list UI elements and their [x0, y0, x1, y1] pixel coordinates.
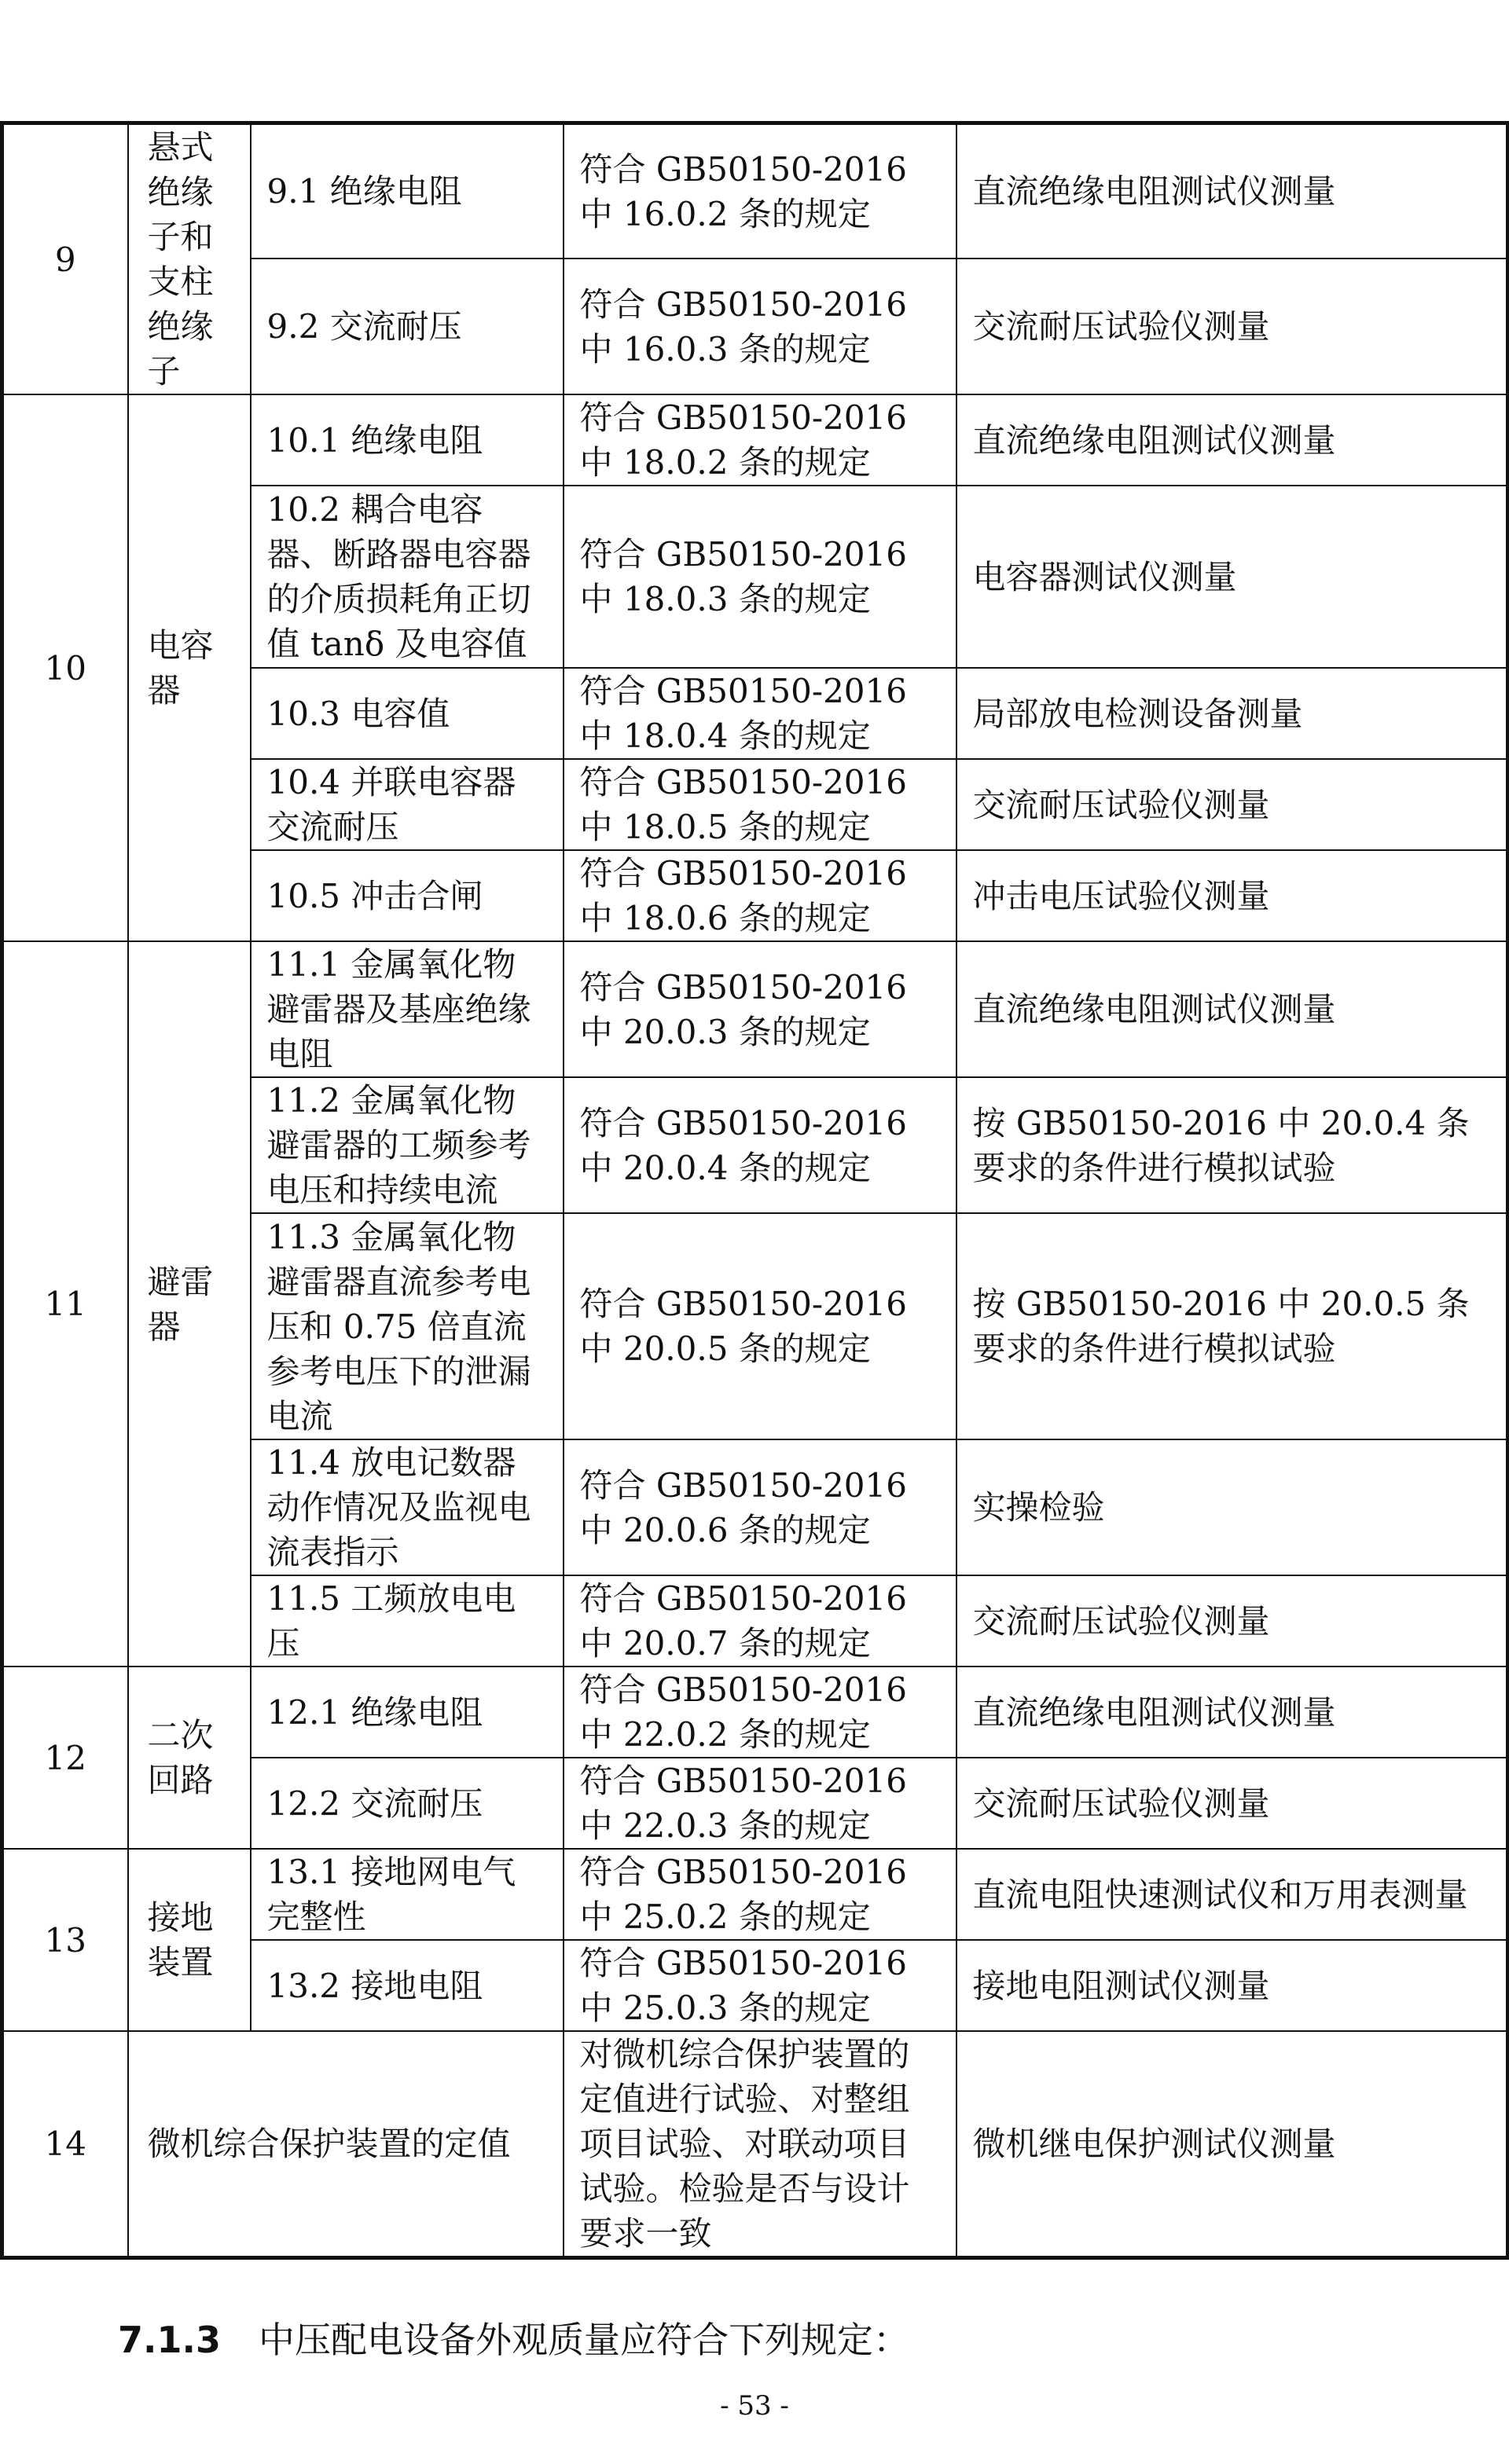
test-item: 12.2 交流耐压 — [251, 1758, 564, 1849]
method: 按 GB50150-2016 中 20.0.5 条要求的条件进行模拟试验 — [956, 1213, 1508, 1439]
method: 直流电阻快速测试仪和万用表测量 — [956, 1849, 1508, 1940]
standard: 符合 GB50150-2016 中 20.0.4 条的规定 — [564, 1077, 956, 1213]
standard: 符合 GB50150-2016 中 25.0.2 条的规定 — [564, 1849, 956, 1940]
inspection-table — [0, 121, 1509, 2260]
test-item: 11.1 金属氧化物避雷器及基座绝缘电阻 — [251, 941, 564, 1077]
standard: 符合 GB50150-2016 中 18.0.2 条的规定 — [564, 394, 956, 486]
test-item: 9.1 绝缘电阻 — [251, 123, 564, 259]
test-object: 电容器 — [128, 394, 251, 941]
test-item: 10.3 电容值 — [251, 668, 564, 759]
standard: 符合 GB50150-2016 中 16.0.3 条的规定 — [564, 258, 956, 394]
method: 按 GB50150-2016 中 20.0.4 条要求的条件进行模拟试验 — [956, 1077, 1508, 1213]
table-row — [2, 2031, 1508, 2258]
method: 直流绝缘电阻测试仪测量 — [956, 123, 1508, 259]
standard: 对微机综合保护装置的定值进行试验、对整组项目试验、对联动项目试验。检验是否与设计要求一致 — [564, 2031, 956, 2258]
method: 交流耐压试验仪测量 — [956, 258, 1508, 394]
method: 电容器测试仪测量 — [956, 486, 1508, 668]
table-row — [2, 941, 1508, 1077]
test-item: 11.4 放电记数器动作情况及监视电流表指示 — [251, 1439, 564, 1575]
section-heading — [118, 2316, 909, 2363]
test-object: 悬式绝缘子和支柱绝缘子 — [128, 123, 251, 395]
row-number: 12 — [2, 1666, 128, 1849]
test-object: 接地装置 — [128, 1849, 251, 2031]
row-number: 10 — [2, 394, 128, 941]
standard: 符合 GB50150-2016 中 18.0.5 条的规定 — [564, 759, 956, 850]
method: 微机继电保护测试仪测量 — [956, 2031, 1508, 2258]
test-object: 微机综合保护装置的定值 — [128, 2031, 564, 2258]
method: 交流耐压试验仪测量 — [956, 759, 1508, 850]
row-number: 14 — [2, 2031, 128, 2258]
test-object: 避雷器 — [128, 941, 251, 1666]
test-item: 12.1 绝缘电阻 — [251, 1666, 564, 1758]
row-number: 11 — [2, 941, 128, 1666]
test-item: 10.4 并联电容器交流耐压 — [251, 759, 564, 850]
standard: 符合 GB50150-2016 中 18.0.3 条的规定 — [564, 486, 956, 668]
standard: 符合 GB50150-2016 中 20.0.6 条的规定 — [564, 1439, 956, 1575]
method: 直流绝缘电阻测试仪测量 — [956, 394, 1508, 486]
test-item: 11.5 工频放电电压 — [251, 1575, 564, 1666]
test-object: 二次回路 — [128, 1666, 251, 1849]
standard: 符合 GB50150-2016 中 22.0.2 条的规定 — [564, 1666, 956, 1758]
standard: 符合 GB50150-2016 中 22.0.3 条的规定 — [564, 1758, 956, 1849]
method: 局部放电检测设备测量 — [956, 668, 1508, 759]
test-item: 10.2 耦合电容器、断路器电容器的介质损耗角正切值 tanδ 及电容值 — [251, 486, 564, 668]
standard: 符合 GB50150-2016 中 18.0.6 条的规定 — [564, 850, 956, 941]
row-number: 9 — [2, 123, 128, 395]
table-row — [2, 394, 1508, 486]
page-number: - 53 - — [720, 2390, 789, 2422]
table-row — [2, 123, 1508, 259]
standard: 符合 GB50150-2016 中 20.0.3 条的规定 — [564, 941, 956, 1077]
section-number: 7.1.3 — [118, 2319, 221, 2361]
section-text: 中压配电设备外观质量应符合下列规定： — [258, 2319, 909, 2361]
test-item: 11.3 金属氧化物避雷器直流参考电压和 0.75 倍直流参考电压下的泄漏电流 — [251, 1213, 564, 1439]
method: 交流耐压试验仪测量 — [956, 1575, 1508, 1666]
standard: 符合 GB50150-2016 中 20.0.7 条的规定 — [564, 1575, 956, 1666]
standard: 符合 GB50150-2016 中 20.0.5 条的规定 — [564, 1213, 956, 1439]
method: 冲击电压试验仪测量 — [956, 850, 1508, 941]
test-item: 10.1 绝缘电阻 — [251, 394, 564, 486]
method: 直流绝缘电阻测试仪测量 — [956, 941, 1508, 1077]
test-item: 9.2 交流耐压 — [251, 258, 564, 394]
method: 接地电阻测试仪测量 — [956, 1940, 1508, 2031]
test-item: 13.1 接地网电气完整性 — [251, 1849, 564, 1940]
table-row — [2, 1666, 1508, 1758]
method: 实操检验 — [956, 1439, 1508, 1575]
standard: 符合 GB50150-2016 中 25.0.3 条的规定 — [564, 1940, 956, 2031]
row-number: 13 — [2, 1849, 128, 2031]
table-row — [2, 1849, 1508, 1940]
test-item: 11.2 金属氧化物避雷器的工频参考电压和持续电流 — [251, 1077, 564, 1213]
test-item: 10.5 冲击合闸 — [251, 850, 564, 941]
method: 交流耐压试验仪测量 — [956, 1758, 1508, 1849]
standard: 符合 GB50150-2016 中 16.0.2 条的规定 — [564, 123, 956, 259]
test-item: 13.2 接地电阻 — [251, 1940, 564, 2031]
standard: 符合 GB50150-2016 中 18.0.4 条的规定 — [564, 668, 956, 759]
method: 直流绝缘电阻测试仪测量 — [956, 1666, 1508, 1758]
